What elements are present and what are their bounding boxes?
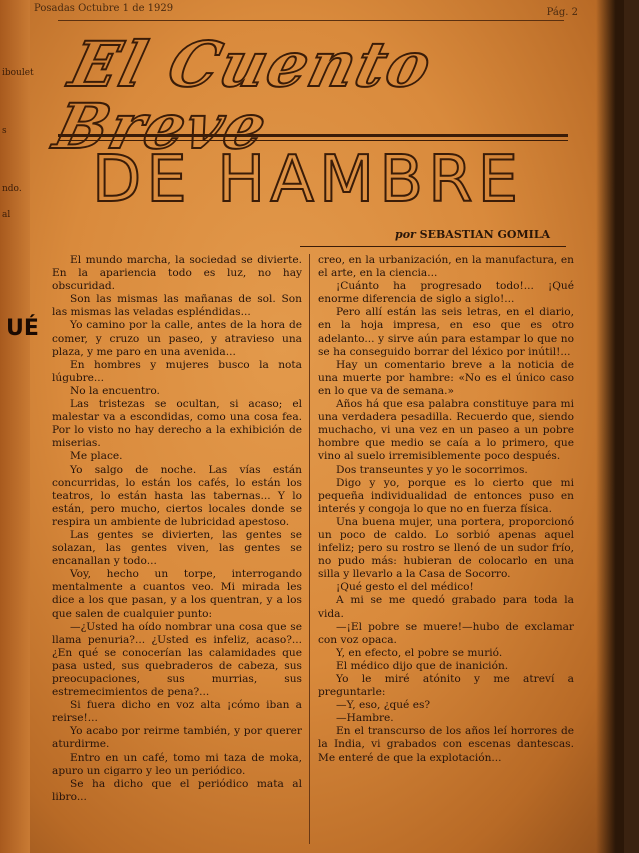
paragraph: —Y, eso, ¿qué es? xyxy=(336,699,431,712)
article-column-left xyxy=(52,254,302,804)
paragraph: Hay un comentario breve a la noticia de una muerte por hambre: «No es el único caso en lo que va de semana.» xyxy=(318,358,574,397)
margin-fragment: s xyxy=(2,126,7,136)
paragraph: En el transcurso de los años leí horrores de la India, vi grabados con escenas dantescas. Me enteré de que la explotación... xyxy=(318,725,574,764)
paragraph: —Hambre. xyxy=(336,712,394,725)
margin-fragment-large: UÉ xyxy=(6,316,39,341)
margin-fragment: al xyxy=(2,210,11,220)
paragraph: Yo salgo de noche. Las vías están concurridas, lo están los cafés, lo están los teatros, lo están hasta las tabernas... Y lo están, pero mucho, ciertos locales donde se respira un ambiente de lubricidad apestoso. xyxy=(52,463,302,528)
masthead-rule xyxy=(58,134,568,137)
paragraph: ¡Qué gesto el del médico! xyxy=(336,581,474,594)
article-headline: DE HAMBRE xyxy=(92,143,523,217)
paragraph: Las tristezas se ocultan, si acaso; el malestar va a escondidas, como una cosa fea. Por lo visto no hay derecho a la exhibición de miserias. xyxy=(52,398,302,450)
paragraph: A mi se me quedó grabado para toda la vida. xyxy=(318,594,574,620)
paragraph: Yo le miré atónito y me atreví a preguntarle: xyxy=(318,673,574,699)
paragraph: ¡Cuánto ha progresado todo!... ¡Qué enorme diferencia de siglo a siglo!... xyxy=(318,280,574,306)
paragraph: Se ha dicho que el periódico mata al libro... xyxy=(52,777,302,803)
page-number: Pág. 2 xyxy=(546,7,578,18)
paragraph: Y, en efecto, el pobre se murió. xyxy=(336,646,503,659)
paragraph: Yo camino por la calle, antes de la hora de comer, y cruzo un paseo, y atravieso una plaza, y me paro en una avenida... xyxy=(52,319,302,358)
byline-rule xyxy=(300,246,566,247)
burned-edge xyxy=(596,0,624,853)
article-column-right xyxy=(318,254,574,765)
paragraph: Entro en un café, tomo mi taza de moka, apuro un cigarro y leo un periódico. xyxy=(52,751,302,777)
paragraph: En hombres y mujeres busco la nota lúgubre... xyxy=(52,358,302,384)
paragraph: El mundo marcha, la sociedad se divierte. En la apariencia todo es luz, no hay obscuridad. xyxy=(52,254,302,293)
margin-fragment: iboulet xyxy=(2,68,34,78)
margin-fragment: ndo. xyxy=(2,184,22,194)
byline-prefix: por xyxy=(395,228,416,241)
paragraph: El médico dijo que de inanición. xyxy=(336,659,509,672)
masthead-rule-thin xyxy=(58,140,568,141)
column-divider xyxy=(309,254,310,844)
paragraph: Una buena mujer, una portera, proporcionó un poco de caldo. Lo sorbió apenas aquel infeliz; pero su rostro se llenó de un sudor frío, no pudo más: hubieran de colocarlo en una silla y llevarlo a la Casa de Socorro. xyxy=(318,515,574,581)
paragraph: Me place. xyxy=(70,450,123,463)
paragraph: Las gentes se divierten, las gentes se solazan, las gentes viven, las gentes se encanallan y todo... xyxy=(52,528,302,568)
header-rule xyxy=(58,20,564,21)
paragraph: Años há que esa palabra constituye para mi una verdadera pesadilla. Recuerdo que, siendo muchacho, vi una vez en un paseo a un pobre hombre que medio se caía a lo primero, que vino al suelo irremisiblemente poco después. xyxy=(318,398,574,463)
dateline: Posadas Octubre 1 de 1929 xyxy=(34,3,174,14)
paragraph: Son las mismas las mañanas de sol. Son las mismas las veladas espléndidas... xyxy=(52,293,302,319)
paragraph: creo, en la urbanización, en la manufactura, en el arte, en la ciencia... xyxy=(318,254,574,280)
paragraph: Digo y yo, porque es lo cierto que mi pequeña individualidad de entonces puso en interés y congoja lo que no en fuerza física. xyxy=(318,476,574,515)
byline-author: SEBASTIAN GOMILA xyxy=(419,228,551,241)
paragraph: —¿Usted ha oído nombrar una cosa que se llama penuria?... ¿Usted es infeliz, acaso?... ¿En qué se conocerían las calamidades que pasa usted, sus quebraderos de cabeza, sus preocupaciones, sus murrias, sus estremecimientos de pena?... xyxy=(52,620,302,699)
masthead-title: El Cuento Breve xyxy=(47,28,441,163)
paragraph: —¡El pobre se muere!—hubo de exclamar con voz opaca. xyxy=(318,620,574,646)
paragraph: Si fuera dicho en voz alta ¡cómo iban a reirse!... xyxy=(52,699,302,725)
paragraph: Pero allí están las seis letras, en el diario, en la hoja impresa, en eso que es otro adelanto... y sirve aún para estampar lo que no se ha conseguido borrar del léxico por inútil!... xyxy=(318,306,574,358)
paragraph: Dos transeuntes y yo le socorrimos. xyxy=(336,463,528,476)
left-margin-strip xyxy=(0,0,34,853)
paragraph: Voy, hecho un torpe, interrogando mentalmente a cuantos veo. Mi mirada les dice a los que pasan, y a los quentran, y a los que salen de cualquier punto: xyxy=(52,568,302,620)
byline xyxy=(395,228,550,241)
paragraph: Yo acabo por reirme también, y por querer aturdirme. xyxy=(52,725,302,751)
paragraph: No la encuentro. xyxy=(70,384,160,397)
